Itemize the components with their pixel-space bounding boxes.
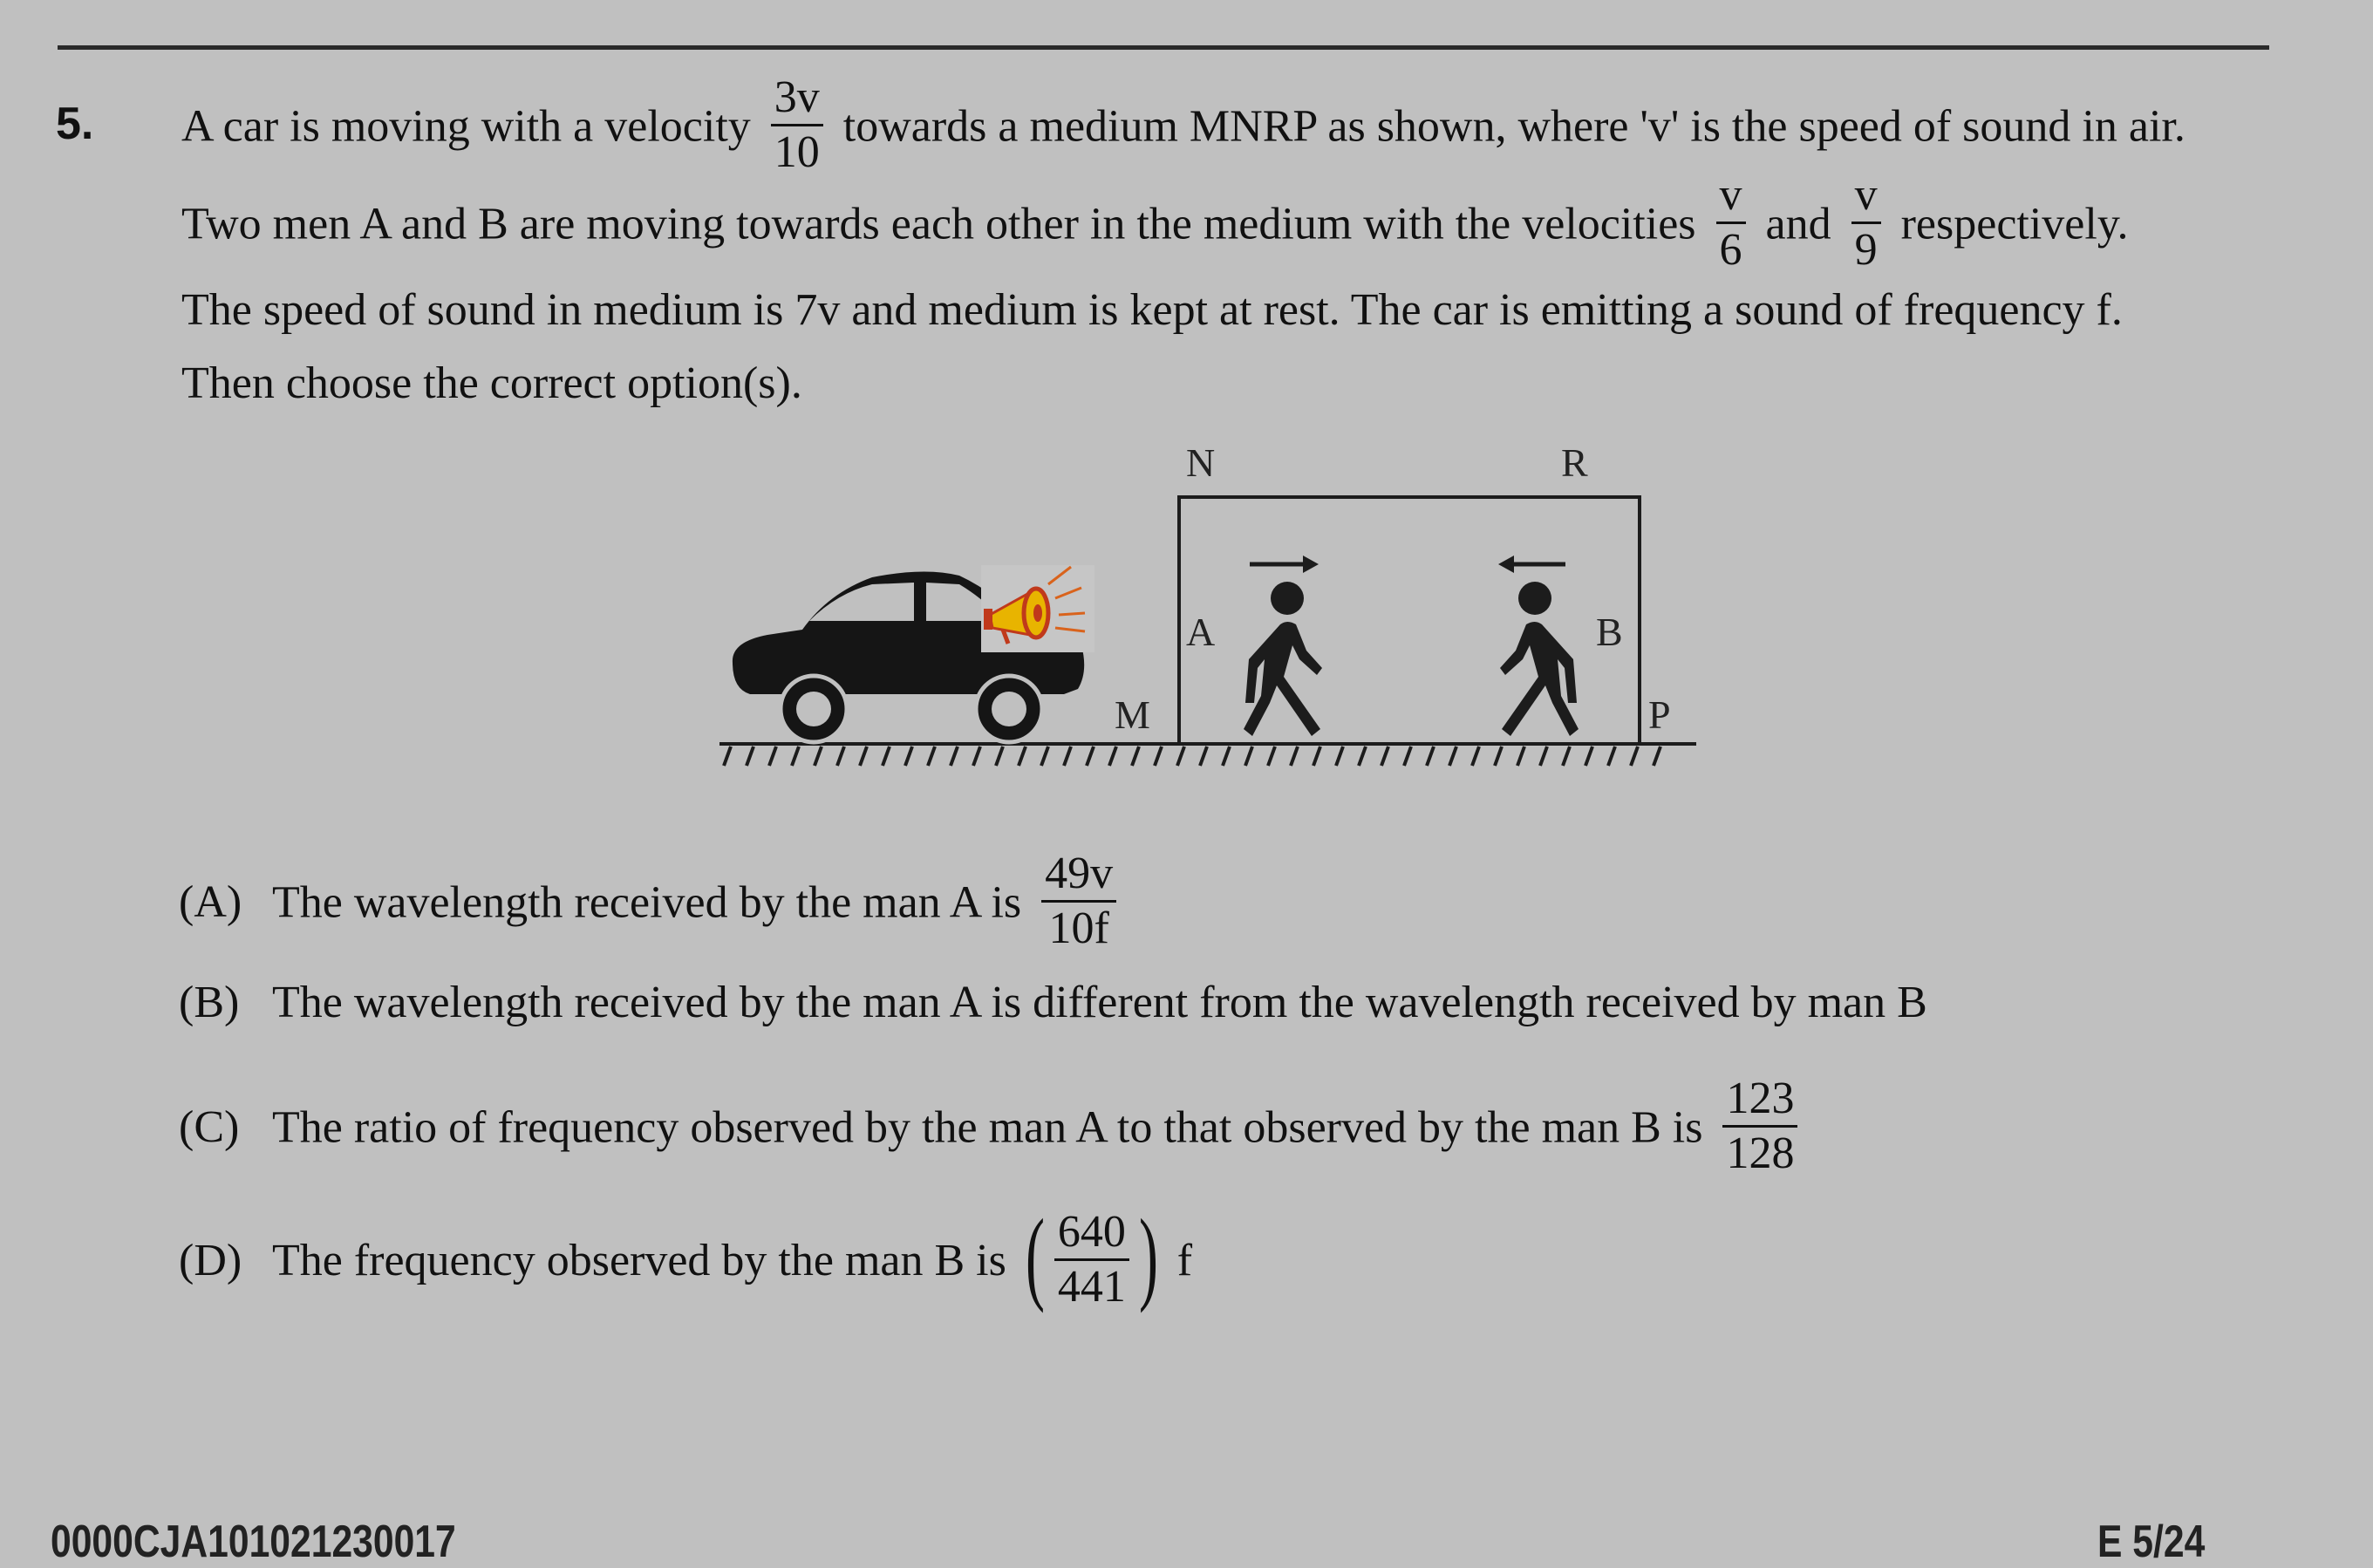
fraction-denominator: 6 [1719,225,1742,275]
option-suffix: f [1176,1235,1193,1285]
option-b[interactable] [179,980,1927,1026]
fraction-car-velocity [771,72,823,177]
option-fraction [1041,851,1116,951]
option-label: (A) [179,877,242,928]
question-line-4: Then choose the correct option(s). [181,358,802,408]
fraction-numerator: 49v [1041,851,1116,903]
question-text: Two men A and B are moving towards each other in the medium with the velocities [181,199,1696,249]
fraction-numerator: v [1716,173,1746,224]
fraction-denominator: 10f [1048,903,1109,953]
medium-box [1179,497,1640,744]
footer-paper-code: 0000CJA101021230017 [51,1517,456,1567]
label-m: M [1115,692,1150,737]
option-label: (D) [179,1235,242,1285]
option-text: The wavelength received by the man A is different from the wavelength received by man B [272,978,1927,1027]
question-line-2 [181,170,2129,278]
option-d[interactable] [179,1197,1193,1317]
walking-man-b-icon [1500,582,1579,736]
fraction-numerator: 3v [771,75,823,126]
fraction-denominator: 128 [1726,1128,1795,1178]
arrow-right-icon [1250,556,1319,573]
question-text: A car is moving with a velocity [181,101,751,152]
fraction-numerator: v [1851,173,1881,224]
fraction-numerator: 123 [1722,1076,1797,1128]
question-text: towards a medium MNRP as shown, where 'v' is the speed of sound in air. [842,101,2185,152]
label-b: B [1596,610,1623,654]
fraction-denominator: 10 [774,127,820,177]
megaphone-icon [981,565,1094,652]
left-paren: ( [1025,1197,1045,1313]
option-c[interactable] [179,1074,1806,1182]
option-text: The ratio of frequency observed by the man A to that observed by the man B is [272,1102,1703,1153]
fraction-velocity-a [1716,170,1746,275]
right-paren: ) [1138,1197,1158,1313]
option-text: The wavelength received by the man A is [272,877,1022,928]
footer-page-number: E 5/24 [2097,1517,2206,1567]
question-text: and [1765,199,1831,249]
question-line-3: The speed of sound in medium is 7v and medium is kept at rest. The car is emitting a sound of frequency f. [181,285,2123,335]
label-n: N [1186,440,1216,485]
fraction-denominator: 441 [1057,1261,1126,1312]
fraction-denominator: 9 [1854,225,1878,275]
label-r: R [1561,440,1588,485]
option-fraction [1722,1076,1797,1176]
walking-man-a-icon [1244,582,1322,736]
arrow-left-icon [1498,556,1565,573]
fraction-velocity-b [1851,170,1881,275]
option-a[interactable] [179,849,1125,957]
top-divider-rule [58,45,2269,50]
option-label: (C) [179,1102,240,1153]
physics-diagram [698,427,1727,794]
label-a: A [1186,610,1216,654]
ground-hatching [724,747,1660,766]
fraction-numerator: 640 [1054,1210,1129,1261]
question-text: respectively. [1900,199,2129,249]
question-number: 5. [56,99,94,149]
label-p: P [1648,692,1671,737]
option-fraction [1054,1206,1129,1312]
option-label: (B) [179,978,240,1027]
option-text: The frequency observed by the man B is [272,1235,1006,1285]
question-line-1 [181,72,2185,181]
